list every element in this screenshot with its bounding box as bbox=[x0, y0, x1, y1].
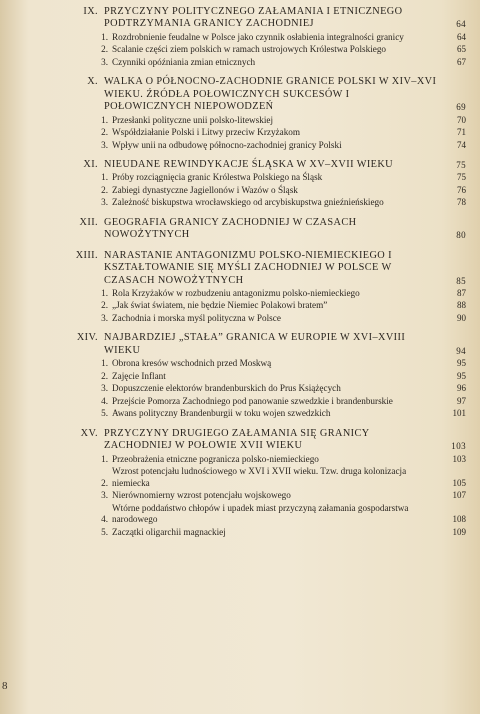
toc-entry bbox=[64, 172, 466, 184]
chapter-page: 103 bbox=[451, 441, 466, 452]
chapter-title: WALKA O PÓŁNOCNO-ZACHODNIE GRANICE POLSKI W XIV–XVI WIEKU. ŹRÓDŁA POŁOWICZNYCH SUKCESÓW I POŁOWICZNYCH NIEPOWODZEŃ bbox=[104, 76, 437, 113]
entry-page: 88 bbox=[457, 300, 466, 311]
chapter bbox=[64, 159, 466, 209]
chapter-page: 94 bbox=[456, 345, 466, 356]
entry-number: 2. bbox=[101, 184, 108, 195]
entry-page: 103 bbox=[452, 453, 466, 464]
entry-page: 95 bbox=[457, 358, 466, 369]
entry-number: 3. bbox=[101, 490, 108, 501]
entry-page: 64 bbox=[457, 31, 466, 42]
toc-entry bbox=[64, 358, 466, 370]
entry-page: 101 bbox=[452, 408, 466, 419]
entry-text: Przejście Pomorza Zachodniego pod panowanie szwedzkie i brandenburskie bbox=[112, 395, 393, 406]
chapter-number: XII. bbox=[79, 216, 98, 228]
chapter-page: 69 bbox=[456, 102, 466, 113]
entry-number: 3. bbox=[101, 312, 108, 323]
entry-number: 3. bbox=[101, 139, 108, 150]
chapter-heading bbox=[64, 332, 466, 357]
entry-text: Wpływ unii na odbudowę północno-zachodniej granicy Polski bbox=[112, 139, 342, 150]
chapter-title: NARASTANIE ANTAGONIZMU POLSKO-NIEMIECKIEGO I KSZTAŁTOWANIE SIĘ MYŚLI ZACHODNIEJ W POLSCE W CZASACH NOWOŻYTNYCH bbox=[104, 249, 392, 286]
entry-text: Przesłanki polityczne unii polsko-litewskiej bbox=[112, 114, 274, 125]
entry-page: 70 bbox=[457, 114, 466, 125]
entry-number: 1. bbox=[101, 172, 108, 183]
toc-entry bbox=[64, 408, 466, 420]
entry-text: „Jak świat światem, nie będzie Niemiec Polakowi bratem” bbox=[112, 300, 328, 311]
entry-text: Wzrost potencjału ludnościowego w XVI i XVII wieku. Tzw. druga kolonizacja niemiecka bbox=[112, 466, 407, 488]
entry-number: 4. bbox=[101, 514, 108, 525]
entry-text: Dopuszczenie elektorów brandenburskich do Prus Książęcych bbox=[112, 383, 341, 394]
chapter-page: 64 bbox=[456, 19, 466, 30]
chapter-number: XI. bbox=[83, 159, 98, 171]
entry-text: Zależność biskupstwa wrocławskiego od arcybiskupstwa gnieźnieńskiego bbox=[112, 197, 384, 208]
toc-entry bbox=[64, 313, 466, 325]
entry-text: Rozdrobnienie feudalne w Polsce jako czynnik osłabienia integralności granicy bbox=[112, 31, 404, 42]
entry-page: 75 bbox=[457, 172, 466, 183]
entry-text: Próby rozciągnięcia granic Królestwa Polskiego na Śląsk bbox=[112, 172, 323, 183]
entry-text: Scalanie części ziem polskich w ramach ustrojowych Królestwa Polskiego bbox=[112, 44, 387, 55]
chapter-heading bbox=[64, 6, 466, 31]
entry-page: 67 bbox=[457, 56, 466, 67]
entry-page: 95 bbox=[457, 370, 466, 381]
entry-text: Zabiegi dynastyczne Jagiellonów i Wazów o Śląsk bbox=[112, 184, 298, 195]
entry-text: Zaczątki oligarchii magnackiej bbox=[112, 526, 226, 537]
chapter bbox=[64, 6, 466, 68]
chapter-number: XV. bbox=[80, 427, 98, 439]
toc-entry bbox=[64, 32, 466, 44]
entry-number: 2. bbox=[101, 300, 108, 311]
chapter-page: 75 bbox=[456, 160, 466, 171]
entry-number: 1. bbox=[101, 453, 108, 464]
entry-text: Rola Krzyżaków w rozbudzeniu antagonizmu polsko-niemieckiego bbox=[112, 287, 360, 298]
entry-number: 2. bbox=[101, 370, 108, 381]
toc-entry bbox=[64, 140, 466, 152]
entry-text: Obrona kresów wschodnich przed Moskwą bbox=[112, 358, 272, 369]
page-number: 8 bbox=[2, 680, 8, 692]
toc-entry bbox=[64, 300, 466, 312]
entry-number: 4. bbox=[101, 395, 108, 406]
entry-number: 3. bbox=[101, 56, 108, 67]
entry-page: 74 bbox=[457, 139, 466, 150]
chapter bbox=[64, 76, 466, 151]
toc-entry bbox=[64, 527, 466, 539]
chapter-heading bbox=[64, 428, 466, 453]
chapter bbox=[64, 428, 466, 538]
chapter bbox=[64, 250, 466, 325]
entry-text: Wtórne poddaństwo chłopów i upadek miast przyczyną załamania gospodarstwa narodowego bbox=[112, 502, 409, 525]
entry-number: 2. bbox=[101, 127, 108, 138]
chapter-title: NIEUDANE REWINDYKACJE ŚLĄSKA W XV–XVII WIEKU bbox=[104, 159, 394, 171]
chapter-heading bbox=[64, 159, 466, 171]
entry-number: 1. bbox=[101, 31, 108, 42]
entry-text: Nierównomierny wzrost potencjału wojskowego bbox=[112, 490, 291, 501]
chapter-page: 85 bbox=[456, 275, 466, 286]
entry-text: Awans polityczny Brandenburgii w toku wojen szwedzkich bbox=[112, 408, 331, 419]
toc-entry bbox=[64, 44, 466, 56]
toc-entry bbox=[64, 371, 466, 383]
chapter-title: PRZYCZYNY DRUGIEGO ZAŁAMANIA SIĘ GRANICY ZACHODNIEJ W POŁOWIE XVII WIEKU bbox=[104, 427, 370, 452]
table-of-contents bbox=[64, 6, 466, 546]
chapter-page: 80 bbox=[456, 230, 466, 241]
entry-page: 108 bbox=[452, 514, 466, 525]
chapter-heading bbox=[64, 250, 466, 287]
entry-number: 1. bbox=[101, 358, 108, 369]
chapter bbox=[64, 217, 466, 242]
entry-page: 71 bbox=[457, 127, 466, 138]
toc-entry bbox=[64, 383, 466, 395]
toc-entry bbox=[64, 127, 466, 139]
entry-page: 107 bbox=[452, 490, 466, 501]
entry-number: 2. bbox=[101, 477, 108, 488]
entry-page: 78 bbox=[457, 197, 466, 208]
entry-number: 3. bbox=[101, 383, 108, 394]
entry-number: 1. bbox=[101, 114, 108, 125]
toc-entry bbox=[64, 115, 466, 127]
entry-text: Czynniki opóźniania zmian etnicznych bbox=[112, 56, 256, 67]
entry-text: Przeobrażenia etniczne pogranicza polsko-niemieckiego bbox=[112, 453, 319, 464]
chapter-title: NAJBARDZIEJ „STAŁA” GRANICA W EUROPIE W XVI–XVIII WIEKU bbox=[104, 332, 406, 356]
entry-number: 1. bbox=[101, 287, 108, 298]
entry-page: 105 bbox=[452, 477, 466, 488]
toc-entry bbox=[64, 197, 466, 209]
toc-entry bbox=[64, 490, 466, 502]
toc-entry bbox=[64, 57, 466, 69]
toc-entry bbox=[64, 288, 466, 300]
chapter-number: X. bbox=[87, 76, 98, 88]
entry-text: Współdziałanie Polski i Litwy przeciw Krzyżakom bbox=[112, 127, 301, 138]
entry-number: 3. bbox=[101, 197, 108, 208]
chapter-number: XIII. bbox=[75, 249, 98, 261]
chapter-number: IX. bbox=[83, 6, 98, 17]
entry-page: 97 bbox=[457, 395, 466, 406]
chapter-heading bbox=[64, 217, 466, 242]
entry-page: 90 bbox=[457, 312, 466, 323]
entry-page: 96 bbox=[457, 383, 466, 394]
entry-number: 5. bbox=[101, 408, 108, 419]
entry-number: 5. bbox=[101, 526, 108, 537]
entry-page: 76 bbox=[457, 184, 466, 195]
entry-text: Zajęcie Inflant bbox=[112, 370, 166, 381]
chapter bbox=[64, 332, 466, 419]
toc-entry bbox=[64, 185, 466, 197]
entry-page: 65 bbox=[457, 44, 466, 55]
chapter-title: PRZYCZYNY POLITYCZNEGO ZAŁAMANIA I ETNICZNEGO PODTRZYMANIA GRANICY ZACHODNIEJ bbox=[104, 6, 403, 30]
entry-page: 109 bbox=[452, 526, 466, 537]
toc-entry bbox=[64, 454, 466, 466]
toc-entry bbox=[64, 503, 466, 526]
entry-page: 87 bbox=[457, 287, 466, 298]
chapter-number: XIV. bbox=[76, 332, 98, 344]
toc-entry bbox=[64, 466, 466, 489]
entry-number: 2. bbox=[101, 44, 108, 55]
chapter-title: GEOGRAFIA GRANICY ZACHODNIEJ W CZASACH NOWOŻYTNYCH bbox=[104, 216, 357, 241]
chapter-heading bbox=[64, 76, 466, 113]
toc-entry bbox=[64, 396, 466, 408]
entry-text: Zachodnia i morska myśl polityczna w Polsce bbox=[112, 312, 281, 323]
